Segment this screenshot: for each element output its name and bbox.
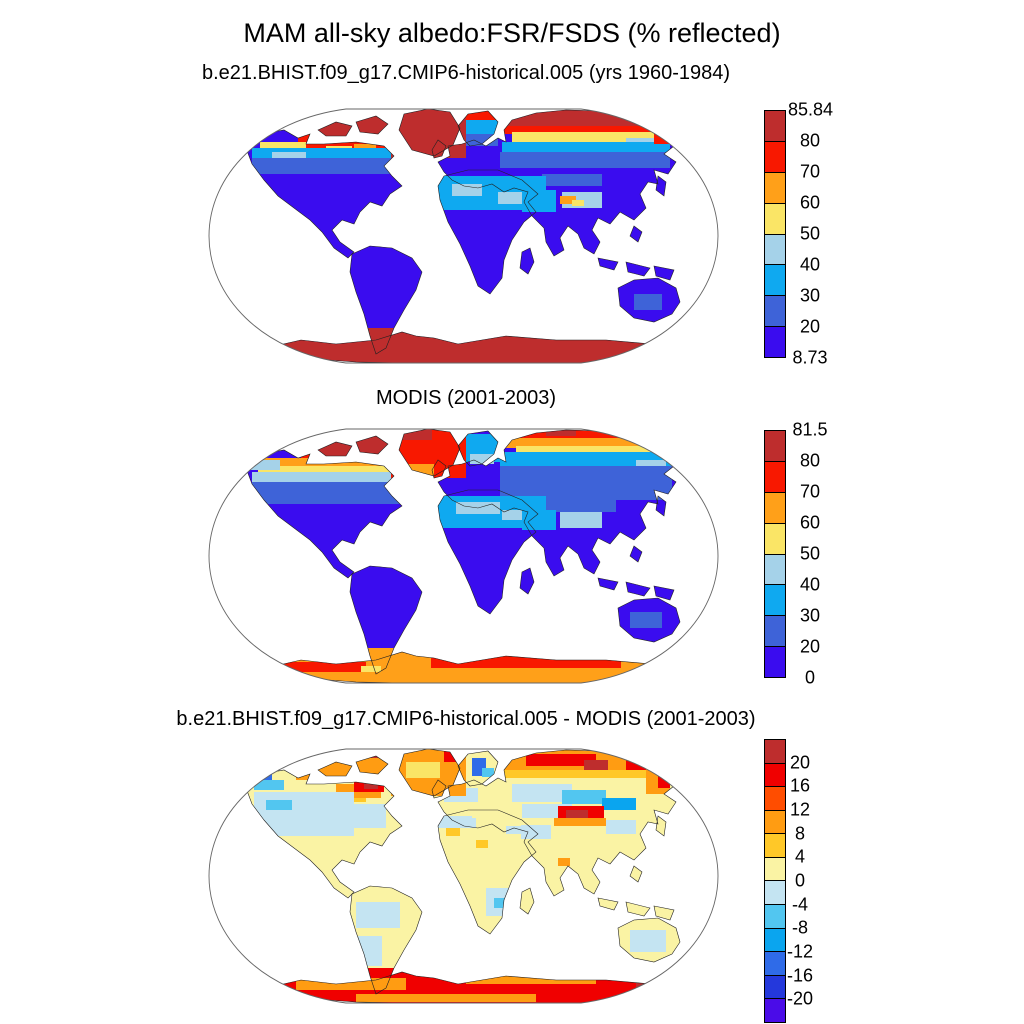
colorbar-tick-label: 60 xyxy=(799,512,821,533)
colorbar-segment xyxy=(765,524,785,555)
colorbar-segment xyxy=(765,462,785,493)
colorbar-bar xyxy=(764,110,786,358)
map-data-patch xyxy=(566,810,588,818)
colorbar-segment xyxy=(765,173,785,204)
colorbar-tick-label: 80 xyxy=(799,130,821,151)
map-data-patch xyxy=(252,158,402,174)
map-data-patch xyxy=(301,448,401,462)
colorbar-tick-label: 16 xyxy=(789,775,811,796)
map-data-patch xyxy=(361,666,381,672)
colorbar-tick-label: -8 xyxy=(791,917,808,938)
colorbar-tick-label: 70 xyxy=(799,481,821,502)
map-data-patch xyxy=(554,818,606,826)
map-data-patch xyxy=(324,754,344,762)
colorbar-segment xyxy=(765,431,785,462)
map-data-patch xyxy=(476,840,488,848)
map-data-patch xyxy=(522,190,556,212)
map-data-patch xyxy=(634,294,662,310)
map-data-patch xyxy=(354,936,382,966)
map-data-patch xyxy=(446,828,460,836)
colorbar-segment xyxy=(765,647,785,677)
map-data-patch xyxy=(281,662,366,672)
colorbar-tick-label: 85.84 xyxy=(788,99,834,120)
colorbar-segment xyxy=(765,493,785,524)
colorbar-segment xyxy=(765,616,785,647)
map-data-patch xyxy=(356,902,400,928)
land-region-newzealand xyxy=(680,956,692,974)
colorbar-bar xyxy=(764,430,786,678)
world-map-model xyxy=(206,100,722,372)
colorbar-tick-label: -12 xyxy=(786,941,813,962)
land-region-indonesia2 xyxy=(626,582,650,596)
colorbar-tick-label: 30 xyxy=(799,605,821,626)
map-data-patch xyxy=(452,184,482,196)
colorbar-tick-label: 81.5 xyxy=(792,419,828,440)
land-region-philippines xyxy=(630,546,642,562)
map-data-patch xyxy=(242,328,676,368)
colorbar-segment xyxy=(765,142,785,173)
land-region-philippines xyxy=(630,226,642,242)
colorbar-tick-label: 50 xyxy=(799,543,821,564)
colorbar-segment xyxy=(765,204,785,235)
colorbar-tick-label: 4 xyxy=(794,846,805,867)
map-data-patch xyxy=(658,776,670,788)
map-data-patch xyxy=(470,454,494,464)
map-data-patch xyxy=(364,780,378,789)
map-data-patch xyxy=(462,120,498,136)
map-data-patch xyxy=(391,106,466,158)
map-data-patch xyxy=(266,800,292,810)
map-data-patch xyxy=(630,930,666,952)
map-data-patch xyxy=(326,804,386,828)
land-region-newzealand xyxy=(680,316,692,334)
figure-title: MAM all-sky albedo:FSR/FSDS (% reflected) xyxy=(243,18,781,48)
world-map-modis xyxy=(206,420,722,692)
colorbar-segment xyxy=(765,111,785,142)
map-data-patch xyxy=(502,110,672,126)
colorbar-tick-label: 0 xyxy=(804,667,815,688)
panel-3-subtitle: b.e21.BHIST.f09_g17.CMIP6-historical.005 - MODIS (2001-2003) xyxy=(176,708,756,730)
colorbar-tick-label: 12 xyxy=(789,799,811,820)
colorbar-tick-label: 80 xyxy=(799,450,821,471)
map-data-patch xyxy=(252,482,402,504)
colorbar-segment xyxy=(765,235,785,266)
colorbar-segment xyxy=(765,585,785,616)
map-data-patch xyxy=(542,174,602,186)
colorbar-tick-label: 40 xyxy=(799,574,821,595)
colorbar-modis xyxy=(764,419,828,688)
map-data-patch xyxy=(558,858,570,866)
panel-2-subtitle: MODIS (2001-2003) xyxy=(375,387,557,409)
colorbar-tick-label: 20 xyxy=(799,316,821,337)
world-map-difference xyxy=(206,740,722,1012)
colorbar-tick-label: 20 xyxy=(799,636,821,657)
colorbar-segment xyxy=(765,327,785,357)
colorbar-tick-label: -4 xyxy=(791,894,808,915)
map-data-patch xyxy=(406,762,440,778)
map-data-patch xyxy=(504,770,664,778)
map-data-patch xyxy=(602,798,636,810)
land-region-indonesia2 xyxy=(626,902,650,916)
colorbar-tick-label: 60 xyxy=(799,192,821,213)
map-data-patch xyxy=(244,460,280,470)
map-data-patch xyxy=(562,790,606,804)
map-data-patch xyxy=(500,466,672,500)
colorbar-segment xyxy=(765,296,785,327)
map-data-patch xyxy=(296,766,396,780)
map-data-patch xyxy=(584,760,608,770)
map-data-patch xyxy=(560,512,602,528)
map-data-patch xyxy=(654,128,672,144)
colorbar-tick-label: -16 xyxy=(786,965,813,986)
colorbar-tick-label: 30 xyxy=(799,285,821,306)
land-region-newzealand xyxy=(680,636,692,654)
colorbar-tick-label: 8.73 xyxy=(792,347,828,368)
colorbar-tick-label: -20 xyxy=(786,988,813,1009)
map-data-patch xyxy=(630,612,662,628)
colorbar-model xyxy=(764,99,834,368)
colorbar-segment xyxy=(765,555,785,586)
panel-1-subtitle: b.e21.BHIST.f09_g17.CMIP6-historical.005 (yrs 1960-1984) xyxy=(201,62,731,84)
colorbar-tick-label: 8 xyxy=(794,823,805,844)
colorbar-tick-label: 70 xyxy=(799,161,821,182)
map-data-patch xyxy=(500,152,670,168)
map-data-patch xyxy=(572,200,584,206)
map-data-patch xyxy=(254,780,284,790)
map-data-patch xyxy=(606,820,636,834)
map-data-patch xyxy=(466,974,596,984)
map-data-patch xyxy=(402,428,432,440)
colorbar-segment xyxy=(765,265,785,296)
colorbar-tick-label: 50 xyxy=(799,223,821,244)
colorbar-tick-label: 40 xyxy=(799,254,821,275)
map-data-patch xyxy=(636,978,672,990)
map-data-patch xyxy=(356,994,536,1002)
land-region-philippines xyxy=(630,866,642,882)
colorbar-tick-label: 0 xyxy=(794,870,805,891)
colorbar-difference xyxy=(764,739,813,1023)
land-region-indonesia2 xyxy=(626,262,650,276)
colorbar-tick-label: 20 xyxy=(789,752,811,773)
map-data-patch xyxy=(431,654,621,668)
